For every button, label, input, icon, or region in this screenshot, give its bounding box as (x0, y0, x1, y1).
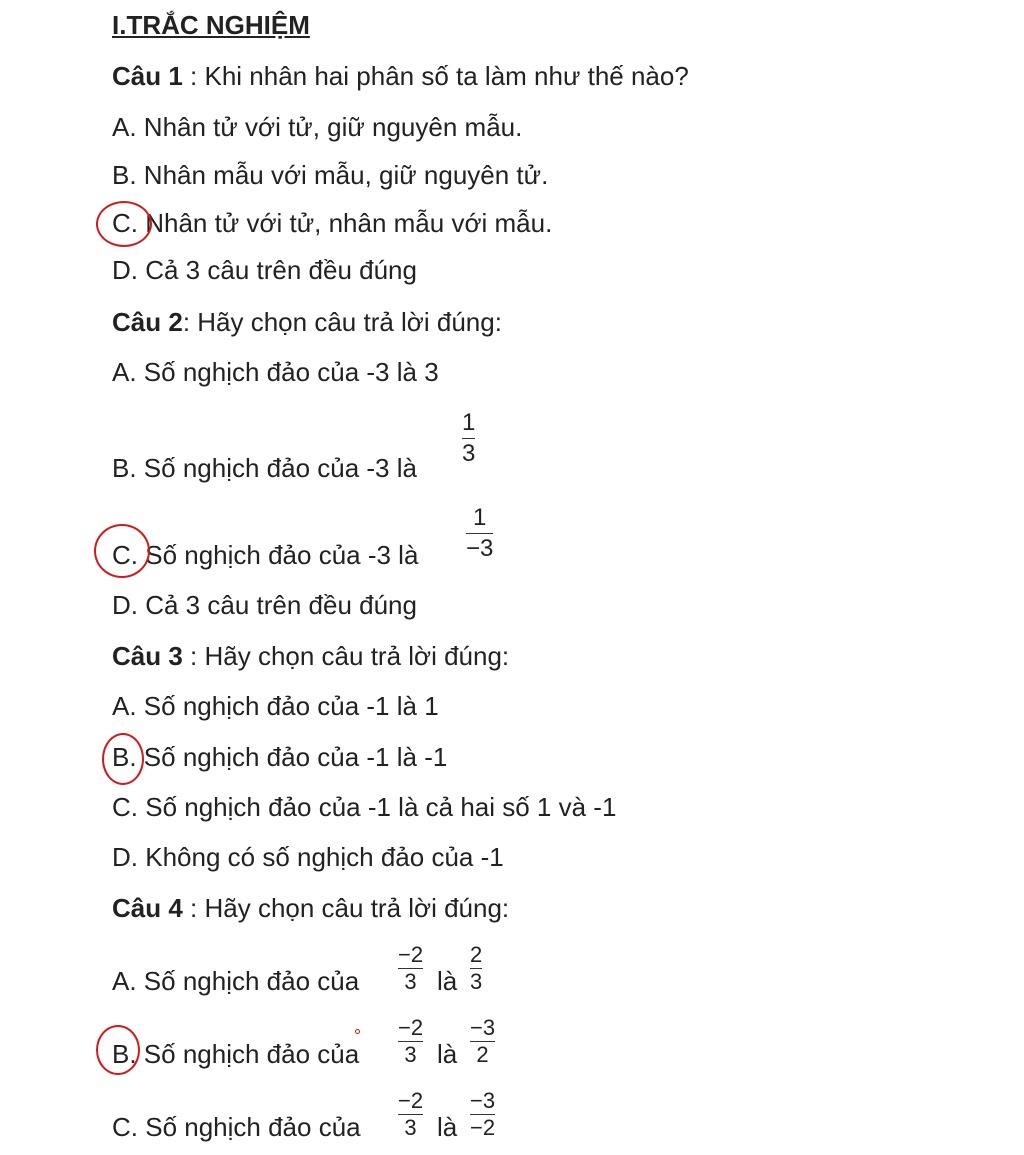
question-2 (112, 307, 502, 337)
question-4-label: Câu 4 (112, 893, 183, 923)
question-4 (112, 893, 509, 923)
question-2-prompt: : Hãy chọn câu trả lời đúng: (182, 307, 502, 337)
section-heading: I.TRẮC NGHIỆM (112, 10, 310, 40)
fraction-numerator: −3 (470, 1015, 496, 1040)
answer-circle-q2 (94, 524, 150, 578)
q4-option-b-fraction-1 (398, 1017, 423, 1066)
question-3-label: Câu 3 (112, 641, 183, 671)
q4-option-b-text: B. Số nghịch đảo của (112, 1039, 360, 1069)
q2-option-c: C. Số nghịch đảo của -3 là (112, 540, 419, 570)
q2-option-a: A. Số nghịch đảo của -3 là 3 (112, 357, 439, 387)
fraction-denominator: 3 (404, 969, 417, 994)
fraction-denominator: 3 (404, 1042, 417, 1067)
q2-option-b: B. Số nghịch đảo của -3 là (112, 453, 417, 483)
answer-circle-q4 (96, 1025, 140, 1075)
q4-option-c-connector: là (437, 1112, 458, 1142)
fraction-denominator: −3 (466, 535, 494, 562)
q3-option-a: A. Số nghịch đảo của -1 là 1 (112, 691, 439, 721)
q4-option-a-connector: là (437, 966, 458, 996)
q4-option-b-fraction-2 (470, 1017, 495, 1066)
fraction-bar (462, 438, 475, 439)
q1-option-a: A. Nhân tử với tử, giữ nguyên mẫu. (112, 112, 523, 142)
question-4-prompt: : Hãy chọn câu trả lời đúng: (182, 893, 510, 923)
question-3-prompt: : Hãy chọn câu trả lời đúng: (182, 641, 510, 671)
fraction-numerator: −2 (398, 1088, 424, 1113)
q4-option-b-connector: là (437, 1039, 458, 1069)
fraction-bar (466, 533, 493, 534)
q4-option-a-fraction-2 (470, 944, 482, 993)
fraction-denominator: 3 (470, 969, 483, 994)
q3-option-c: C. Số nghịch đảo của -1 là cả hai số 1 và -1 (112, 792, 617, 822)
question-1-prompt: : Khi nhân hai phân số ta làm như thế nào? (182, 61, 689, 91)
q2-option-c-fraction (466, 505, 493, 562)
question-1 (112, 61, 689, 91)
fraction-numerator: −2 (398, 1015, 424, 1040)
q3-option-d: D. Không có số nghịch đảo của -1 (112, 842, 504, 872)
q4-option-c-fraction-2 (470, 1090, 495, 1139)
q1-option-b: B. Nhân mẫu với mẫu, giữ nguyên tử. (112, 160, 549, 190)
question-1-label: Câu 1 (112, 61, 183, 91)
q3-option-b: B. Số nghịch đảo của -1 là -1 (112, 742, 448, 772)
answer-circle-q1 (96, 201, 152, 247)
fraction-numerator: 2 (470, 942, 483, 967)
ink-dot (355, 1029, 360, 1034)
q4-option-c-text: C. Số nghịch đảo của (112, 1112, 361, 1142)
q4-option-a-text: A. Số nghịch đảo của (112, 966, 360, 996)
fraction-denominator: 3 (404, 1115, 417, 1140)
question-3 (112, 641, 509, 671)
fraction-numerator: 1 (473, 504, 487, 531)
q2-option-b-fraction (462, 410, 475, 467)
q1-option-c: C. Nhân tử với tử, nhân mẫu với mẫu. (112, 208, 553, 238)
question-2-label: Câu 2 (112, 307, 183, 337)
q4-option-c-fraction-1 (398, 1090, 423, 1139)
q4-option-a-fraction-1 (398, 944, 423, 993)
fraction-numerator: −2 (398, 942, 424, 967)
fraction-denominator: 2 (476, 1042, 489, 1067)
fraction-denominator: −2 (470, 1115, 496, 1140)
q2-option-d: D. Cả 3 câu trên đều đúng (112, 590, 417, 620)
fraction-denominator: 3 (462, 440, 476, 467)
fraction-numerator: −3 (470, 1088, 496, 1113)
answer-circle-q3 (102, 733, 144, 785)
fraction-numerator: 1 (462, 409, 476, 436)
q1-option-d: D. Cả 3 câu trên đều đúng (112, 255, 417, 285)
